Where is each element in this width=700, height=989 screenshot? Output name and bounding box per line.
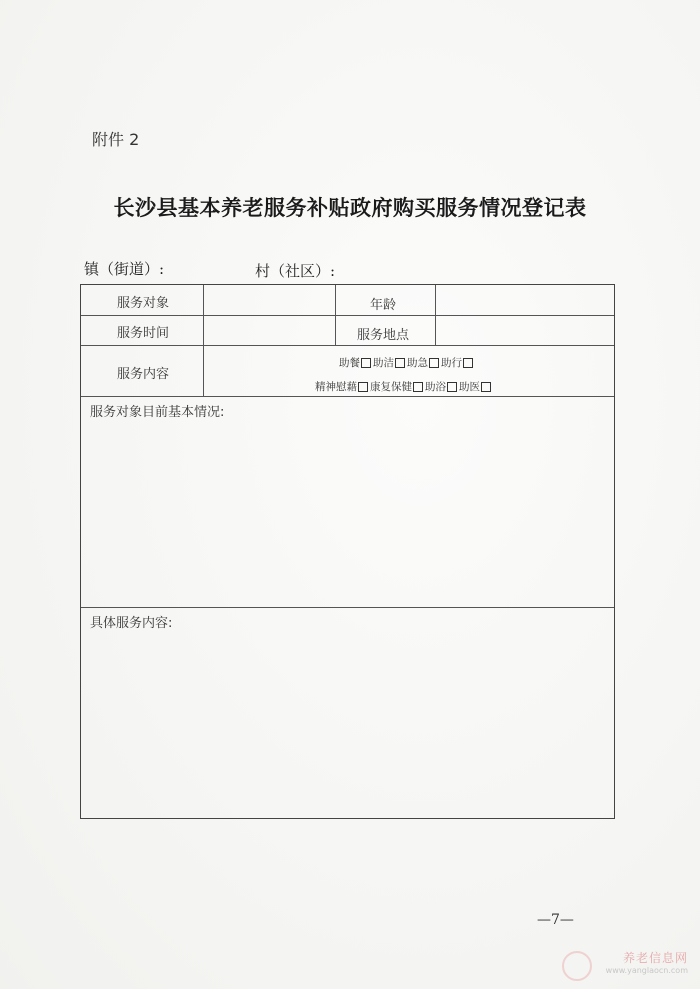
service-option-checkbox[interactable]	[413, 382, 423, 392]
service-options-line-2	[315, 379, 493, 394]
service-option	[425, 381, 459, 393]
service-option	[459, 381, 493, 393]
village-label: 村（社区）:	[255, 262, 336, 280]
basic-situation-label: 服务对象目前基本情况:	[90, 405, 225, 420]
service-option-label: 助餐	[339, 357, 360, 369]
service-detail-label: 具体服务内容:	[90, 616, 173, 631]
service-options-line-1	[339, 355, 475, 370]
section-divider	[81, 607, 614, 608]
service-option-checkbox[interactable]	[358, 382, 368, 392]
page-title: 长沙县基本养老服务补贴政府购买服务情况登记表	[113, 195, 587, 220]
service-option	[373, 357, 407, 369]
watermark	[606, 949, 688, 975]
age-label: 年龄	[370, 298, 397, 313]
column-divider	[435, 285, 436, 345]
service-option-label: 助医	[459, 381, 480, 393]
column-divider	[203, 285, 204, 396]
service-option-checkbox[interactable]	[361, 358, 371, 368]
page-number: —7—	[537, 912, 574, 928]
column-divider	[335, 285, 336, 345]
town-label: 镇（街道）:	[84, 260, 165, 278]
service-option-label: 助浴	[425, 381, 446, 393]
row-divider	[81, 396, 614, 397]
watermark-seal-icon	[562, 951, 592, 981]
service-option	[407, 357, 441, 369]
service-option	[315, 381, 370, 393]
attachment-label: 附件 2	[92, 130, 140, 149]
watermark-name: 养老信息网	[622, 951, 688, 965]
service-option-label: 助急	[407, 357, 428, 369]
service-option-checkbox[interactable]	[481, 382, 491, 392]
service-option-checkbox[interactable]	[463, 358, 473, 368]
service-location-label: 服务地点	[357, 328, 410, 343]
service-option-label: 助行	[441, 357, 462, 369]
service-option	[339, 357, 373, 369]
service-content-label: 服务内容	[117, 367, 170, 382]
service-target-label: 服务对象	[117, 296, 170, 311]
service-option-label: 康复保健	[370, 381, 412, 393]
registration-form-table	[80, 284, 615, 819]
service-option-checkbox[interactable]	[447, 382, 457, 392]
service-option	[441, 357, 475, 369]
row-divider	[81, 345, 614, 346]
watermark-url: www.yanglaocn.com	[605, 966, 688, 975]
service-option	[370, 381, 425, 393]
service-option-label: 精神慰藉	[315, 381, 357, 393]
service-option-label: 助洁	[373, 357, 394, 369]
row-divider	[81, 315, 614, 316]
service-time-label: 服务时间	[117, 326, 170, 341]
service-option-checkbox[interactable]	[395, 358, 405, 368]
service-option-checkbox[interactable]	[429, 358, 439, 368]
